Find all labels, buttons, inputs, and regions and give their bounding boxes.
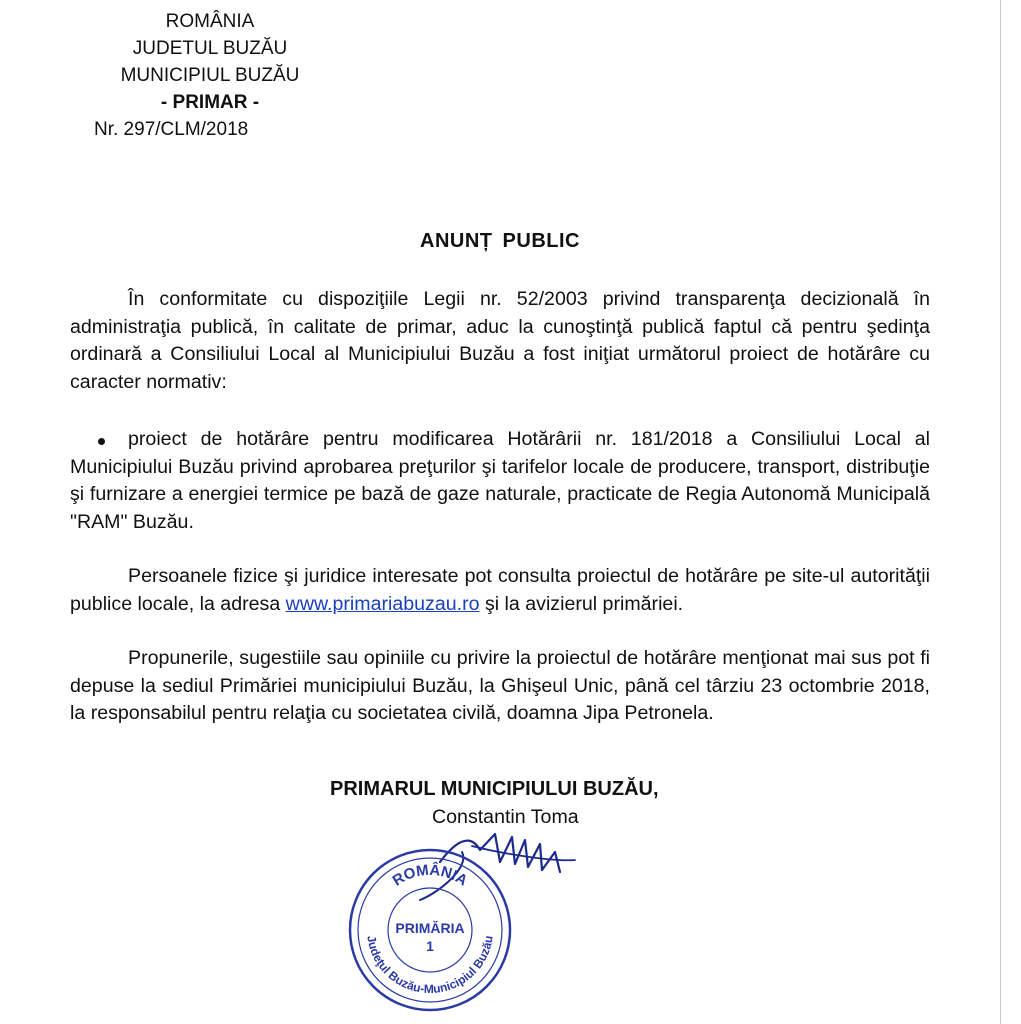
header-county: JUDETUL BUZĂU [132, 38, 288, 59]
signatory-name: Constantin Toma [432, 806, 579, 828]
stamp-top-text: ROMÂNIA [389, 861, 471, 890]
intro-paragraph: În conformitate cu dispoziţiile Legii nr. 52/2003 privind transparenţa decizională în administraţia publică, în calitate de primar, aduc la cunoştinţă publică faptul că pentru şedinţa ordinară a Consiliului Local al Municipiului Buzău a fost iniţiat următorul proiect de hotărâre cu caracter normativ: [70, 288, 930, 393]
page-edge-line [1000, 0, 1001, 1024]
stamp-center-text: PRIMĂRIA [395, 920, 465, 936]
header-office: - PRIMAR - [160, 92, 260, 113]
svg-text:ROMÂNIA [390, 861, 471, 890]
proposals-paragraph: Propunerile, sugestiile sau opiniile cu privire la proiectul de hotărâre menţionat mai sus pot fi depuse la sediul Primăriei municipiului Buzău, la Ghişeul Unic, până cel târziu 23 octombrie 2018, la responsabilul pentru relaţia cu societatea civilă, doamna Jipa Petronela. [70, 647, 930, 724]
consultation-paragraph [70, 563, 930, 618]
bullet-text: proiect de hotărâre pentru modificarea Hotărârii nr. 181/2018 a Consiliului Local al Municipiului Buzău privind aprobarea preţurilor şi tarifelor locale de producere, transport, distribuţie şi furnizare a energiei termice pe bază de gaze naturale, practicate de Regia Autonomă Municipală "RAM" Buzău. [70, 428, 930, 533]
bullet-item [70, 426, 930, 536]
signatory-title: PRIMARUL MUNICIPIULUI BUZĂU, [330, 778, 659, 800]
header-municipality: MUNICIPIUL BUZĂU [120, 65, 300, 86]
header-country: ROMÂNIA [165, 11, 255, 32]
stamp-number: 1 [426, 938, 434, 954]
consultation-text-after: şi la avizierul primăriei. [479, 592, 684, 615]
document-header [70, 8, 350, 143]
website-link[interactable]: www.primariabuzau.ro [285, 592, 480, 615]
document-title: ANUNȚ PUBLIC [420, 230, 580, 252]
header-registration-number: Nr. 297/CLM/2018 [94, 119, 249, 140]
bullet-dot [98, 438, 105, 445]
stamp-bottom-text: Judeţul Buzău-Municipiul Buzău [364, 934, 496, 997]
consultation-text-before: Persoanele fizice şi juridice interesate pot consulta proiectul de hotărâre pe site-ul autorităţii publice locale, la adresa [70, 565, 930, 615]
official-stamp [345, 845, 515, 1015]
